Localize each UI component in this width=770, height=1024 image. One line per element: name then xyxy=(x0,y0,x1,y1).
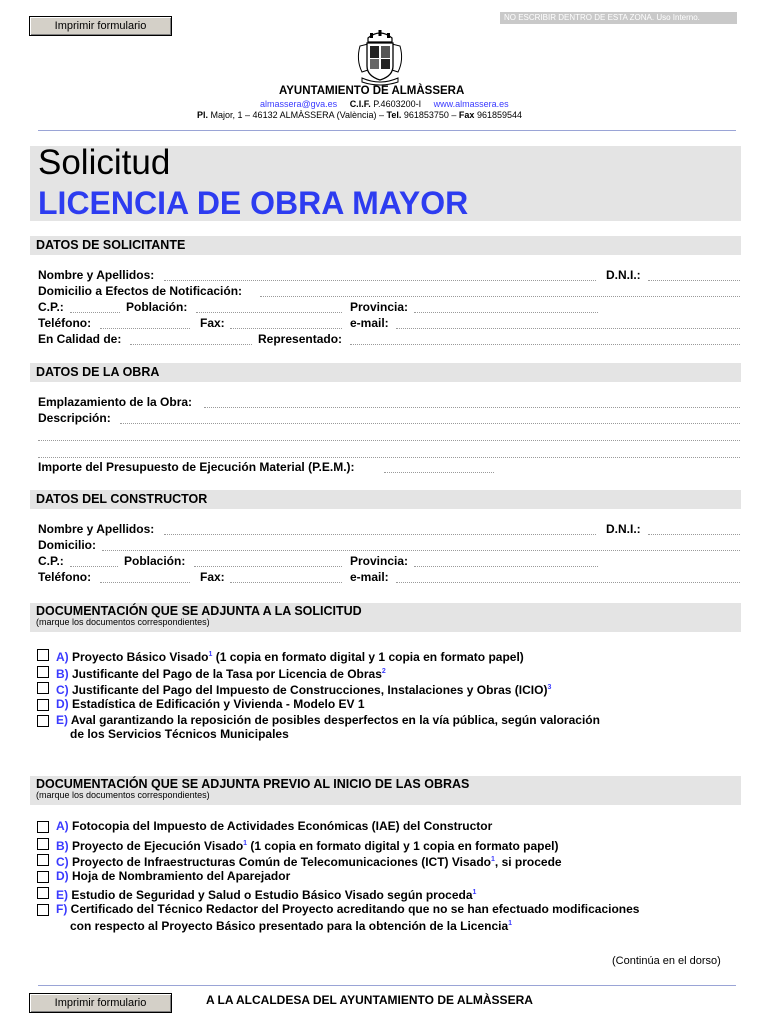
doc-inicio-item-letter: A) xyxy=(56,819,72,833)
obra-emplazamiento-label: Emplazamiento de la Obra: xyxy=(38,395,193,409)
doc-solicitud-item-text: Estadística de Edificación y Vivienda - Modelo EV 1 xyxy=(72,696,365,711)
constructor-provincia-label: Provincia: xyxy=(350,554,409,568)
doc-inicio-checkbox-4[interactable] xyxy=(37,887,49,899)
doc-inicio-item-letter: F) xyxy=(56,901,71,916)
solicitante-nombre-label: Nombre y Apellidos: xyxy=(38,268,155,282)
print-form-button-top[interactable]: Imprimir formulario xyxy=(29,16,172,36)
internal-use-zone: NO ESCRIBIR DENTRO DE ESTA ZONA. Uso Interno. xyxy=(500,12,737,24)
doc-solicitud-item-letter: B) xyxy=(56,666,72,681)
header-divider xyxy=(38,130,736,131)
solicitante-calidad-field[interactable] xyxy=(130,332,252,345)
cif-label: C.I.F. xyxy=(349,99,371,109)
doc-inicio-item-text: Hoja de Nombramiento del Aparejador xyxy=(72,868,291,883)
tel-value: 961853750 – xyxy=(403,110,457,120)
address-pl-label: Pl. xyxy=(197,110,209,120)
doc-solicitud-item-1 xyxy=(56,664,386,682)
solicitante-poblacion-field[interactable] xyxy=(196,300,342,313)
doc-solicitud-item-e-continuation: de los Servicios Técnicos Municipales xyxy=(70,727,289,741)
doc-solicitud-item-letter: D) xyxy=(56,696,72,711)
doc-solicitud-checkbox-4[interactable] xyxy=(37,715,49,727)
doc-inicio-item-letter: C) xyxy=(56,855,72,869)
solicitante-telefono-label: Teléfono: xyxy=(38,316,92,330)
doc-solicitud-item-text: Proyecto Básico Visado xyxy=(72,650,209,664)
constructor-dni-label: D.N.I.: xyxy=(606,522,641,536)
constructor-telefono-label: Teléfono: xyxy=(38,570,92,584)
solicitante-email-field[interactable] xyxy=(396,316,740,329)
obra-descripcion-line-2[interactable] xyxy=(38,428,740,441)
obra-importe-field[interactable] xyxy=(384,460,494,473)
constructor-provincia-field[interactable] xyxy=(414,554,598,567)
print-form-button-bottom[interactable]: Imprimir formulario xyxy=(29,993,172,1013)
doc-inicio-item-f-continuation xyxy=(70,916,512,934)
doc-solicitud-item-text: Justificante del Pago de la Tasa por Licencia de Obras xyxy=(72,666,382,681)
constructor-poblacion-field[interactable] xyxy=(194,554,342,567)
doc-inicio-title: DOCUMENTACIÓN QUE SE ADJUNTA PREVIO AL INICIO DE LAS OBRAS xyxy=(36,777,470,791)
constructor-cp-label: C.P.: xyxy=(38,554,64,568)
solicitante-nombre-field[interactable] xyxy=(164,268,596,281)
doc-solicitud-item-0 xyxy=(56,647,524,665)
addressee-footer: A LA ALCALDESA DEL AYUNTAMIENTO DE ALMÀSSERA xyxy=(206,993,533,1007)
doc-inicio-item-5 xyxy=(56,902,639,917)
footer-divider xyxy=(38,985,736,986)
constructor-cp-field[interactable] xyxy=(70,554,118,567)
address-text: Major, 1 – 46132 ALMÀSSERA (València) – xyxy=(210,110,384,120)
constructor-email-field[interactable] xyxy=(396,570,740,583)
doc-inicio-item-text: Estudio de Seguridad y Salud o Estudio Básico Visado según proceda xyxy=(71,888,473,902)
doc-solicitud-item-text-extra: (1 copia en formato digital y 1 copia en formato papel) xyxy=(212,650,524,664)
municipal-crest-logo xyxy=(354,30,406,86)
page-subtitle: LICENCIA DE OBRA MAYOR xyxy=(38,185,469,221)
fax-label: Fax xyxy=(458,110,475,120)
doc-inicio-item-letter: E) xyxy=(56,888,72,902)
constructor-domicilio-label: Domicilio: xyxy=(38,538,97,552)
section-obra-heading: DATOS DE LA OBRA xyxy=(30,363,741,382)
doc-inicio-item-footnote: 1 xyxy=(243,839,248,847)
obra-descripcion-label: Descripción: xyxy=(38,411,111,425)
constructor-telefono-field[interactable] xyxy=(100,570,190,583)
doc-inicio-checkbox-2[interactable] xyxy=(37,854,49,866)
doc-solicitud-item-3 xyxy=(56,697,365,712)
doc-inicio-checkbox-0[interactable] xyxy=(37,821,49,833)
doc-inicio-item-3 xyxy=(56,869,290,884)
solicitante-provincia-field[interactable] xyxy=(414,300,598,313)
doc-inicio-item-1 xyxy=(56,836,558,854)
solicitante-cp-field[interactable] xyxy=(70,300,120,313)
doc-inicio-item-footnote: 1 xyxy=(491,856,495,863)
doc-inicio-item-f-continuation-text: con respecto al Proyecto Básico presentado para la obtención de la Licencia xyxy=(70,919,509,933)
solicitante-domicilio-label: Domicilio a Efectos de Notificación: xyxy=(38,284,243,298)
doc-solicitud-title: DOCUMENTACIÓN QUE SE ADJUNTA A LA SOLICITUD xyxy=(36,604,362,618)
doc-solicitud-checkbox-2[interactable] xyxy=(37,682,49,694)
solicitante-representado-label: Representado: xyxy=(258,332,343,346)
doc-inicio-item-text: Fotocopia del Impuesto de Actividades Económicas (IAE) del Constructor xyxy=(72,819,493,833)
doc-solicitud-item-text: Justificante del Pago del Impuesto de Construcciones, Instalaciones y Obras (ICIO) xyxy=(72,683,548,697)
obra-emplazamiento-field[interactable] xyxy=(204,395,740,408)
doc-solicitud-item-footnote: 2 xyxy=(381,667,386,675)
section-solicitante-heading: DATOS DE SOLICITANTE xyxy=(30,236,741,255)
page-title: Solicitud xyxy=(38,143,171,182)
constructor-nombre-field[interactable] xyxy=(164,522,596,535)
doc-inicio-item-footnote: 1 xyxy=(472,889,477,896)
solicitante-domicilio-field[interactable] xyxy=(260,284,740,297)
constructor-poblacion-label: Población: xyxy=(124,554,186,568)
obra-importe-label: Importe del Presupuesto de Ejecución Material (P.E.M.): xyxy=(38,460,355,474)
doc-solicitud-item-letter: C) xyxy=(56,683,72,697)
doc-inicio-item-text-extra: (1 copia en formato digital y 1 copia en formato papel) xyxy=(247,838,559,853)
doc-inicio-instructions: (marque los documentos correspondientes) xyxy=(36,790,210,800)
constructor-dni-field[interactable] xyxy=(648,522,740,535)
doc-inicio-checkbox-1[interactable] xyxy=(37,838,49,850)
doc-inicio-checkbox-5[interactable] xyxy=(37,904,49,916)
doc-solicitud-item-footnote: 3 xyxy=(547,684,552,691)
doc-solicitud-checkbox-1[interactable] xyxy=(37,666,49,678)
constructor-fax-field[interactable] xyxy=(230,570,342,583)
doc-inicio-item-letter: B) xyxy=(56,838,72,853)
org-email[interactable]: almassera@gva.es xyxy=(260,99,338,109)
solicitante-poblacion-label: Población: xyxy=(126,300,188,314)
solicitante-fax-field[interactable] xyxy=(230,316,342,329)
solicitante-dni-field[interactable] xyxy=(648,268,740,281)
cif-value: P.4603200-I xyxy=(373,99,422,109)
constructor-domicilio-field[interactable] xyxy=(102,538,740,551)
doc-inicio-item-f-footnote: 1 xyxy=(508,920,513,927)
obra-descripcion-line-3[interactable] xyxy=(38,445,740,458)
fax-value: 961859544 xyxy=(476,110,523,120)
constructor-email-label: e-mail: xyxy=(350,570,389,584)
org-address-line xyxy=(197,110,522,120)
tel-label: Tel. xyxy=(386,110,402,120)
doc-inicio-item-0 xyxy=(56,819,492,834)
doc-solicitud-item-text: Aval garantizando la reposición de posibles desperfectos en la vía pública, según valoración xyxy=(70,713,600,727)
continues-overleaf-note: (Continúa en el dorso) xyxy=(612,955,721,967)
doc-solicitud-checkbox-0[interactable] xyxy=(37,649,49,661)
doc-solicitud-instructions: (marque los documentos correspondientes) xyxy=(36,617,210,627)
section-doc-solicitud-heading xyxy=(30,603,741,632)
doc-inicio-item-4 xyxy=(56,885,476,903)
solicitante-provincia-label: Provincia: xyxy=(350,300,409,314)
solicitante-email-label: e-mail: xyxy=(350,316,389,330)
doc-solicitud-item-letter: A) xyxy=(56,650,72,664)
doc-inicio-checkbox-3[interactable] xyxy=(37,871,49,883)
solicitante-telefono-field[interactable] xyxy=(100,316,190,329)
doc-inicio-item-text: Proyecto de Infraestructuras Común de Telecomunicaciones (ICT) Visado xyxy=(72,855,491,869)
doc-inicio-item-letter: D) xyxy=(56,868,72,883)
obra-descripcion-field[interactable] xyxy=(120,411,740,424)
doc-solicitud-item-2 xyxy=(56,680,551,698)
org-name: AYUNTAMIENTO DE ALMÀSSERA xyxy=(279,85,465,97)
solicitante-calidad-label: En Calidad de: xyxy=(38,332,122,346)
doc-inicio-item-text: Certificado del Técnico Redactor del Proyecto acreditando que no se han efectuado modificaciones xyxy=(70,901,640,916)
doc-solicitud-item-letter: E) xyxy=(56,713,71,727)
solicitante-fax-label: Fax: xyxy=(200,316,225,330)
doc-inicio-item-text: Proyecto de Ejecución Visado xyxy=(72,838,244,853)
org-website-link[interactable]: www.almassera.es xyxy=(433,99,509,109)
section-constructor-heading: DATOS DEL CONSTRUCTOR xyxy=(30,490,741,509)
doc-inicio-item-2 xyxy=(56,852,562,870)
constructor-fax-label: Fax: xyxy=(200,570,225,584)
doc-solicitud-item-footnote: 1 xyxy=(208,651,213,658)
solicitante-representado-field[interactable] xyxy=(350,332,740,345)
doc-solicitud-checkbox-3[interactable] xyxy=(37,699,49,711)
constructor-nombre-label: Nombre y Apellidos: xyxy=(38,522,155,536)
solicitante-dni-label: D.N.I.: xyxy=(606,268,641,282)
section-doc-inicio-heading xyxy=(30,776,741,805)
doc-solicitud-item-4 xyxy=(56,713,600,728)
solicitante-cp-label: C.P.: xyxy=(38,300,64,314)
org-contact-line xyxy=(260,99,509,109)
doc-inicio-item-text-extra: , si procede xyxy=(494,855,562,869)
